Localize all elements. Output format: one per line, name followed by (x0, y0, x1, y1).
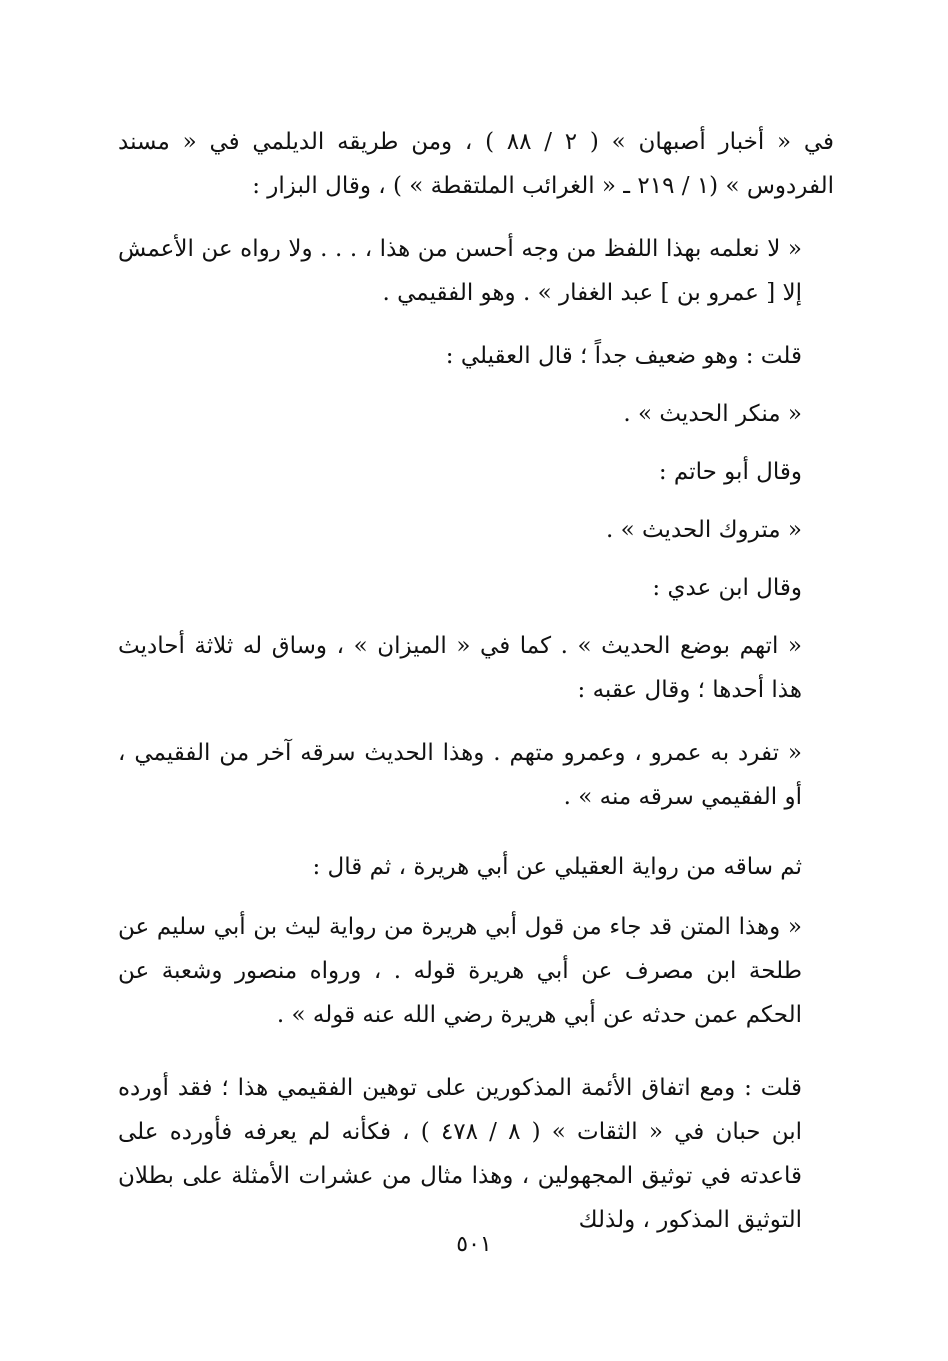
paragraph-1 (118, 120, 834, 208)
paragraph-10 (118, 845, 834, 889)
paragraph-text: في « أخبار أصبهان » ( ٢ / ٨٨ ) ، ومن طريقه الديلمي في « مسند الفردوس » (١ / ٢١٩ ـ « الغرائب الملتقطة » ) ، وقال البزار : (118, 129, 834, 199)
paragraph-6 (118, 508, 834, 552)
paragraph-9 (118, 731, 834, 819)
paragraph-5 (118, 450, 834, 494)
paragraph-text: وقال ابن عدي : (652, 575, 802, 601)
paragraph-3 (118, 334, 834, 378)
paragraph-text: وقال أبو حاتم : (658, 459, 802, 485)
paragraph-text: قلت : ومع اتفاق الأئمة المذكورين على توهين الفقيمي هذا ؛ فقد أورده ابن حبان في « الثقات » ( ٨ / ٤٧٨ ) ، فكأنه لم يعرفه فأورده على قاعدته في توثيق المجهولين ، وهذا مثال من عشرات الأمثلة على بطلان التوثيق المذكور ، ولذلك (118, 1075, 802, 1233)
paragraph-8 (118, 624, 834, 712)
paragraph-11 (118, 905, 834, 1037)
paragraph-text: قلت : وهو ضعيف جداً ؛ قال العقيلي : (445, 343, 802, 369)
page-number: ٥٠١ (456, 1232, 492, 1257)
paragraph-text: « اتهم بوضع الحديث » . كما في « الميزان » ، وساق له ثلاثة أحاديث هذا أحدها ؛ وقال عقبه : (118, 633, 802, 703)
paragraph-text: « منكر الحديث » . (623, 401, 802, 427)
paragraph-4 (118, 392, 834, 436)
paragraph-text: « وهذا المتن قد جاء من قول أبي هريرة من رواية ليث بن أبي سليم عن طلحة ابن مصرف عن أبي هريرة قوله . ، ورواه منصور وشعبة عن الحكم عمن حدثه عن أبي هريرة رضي الله عنه قوله » . (118, 914, 802, 1028)
paragraph-text: « تفرد به عمرو ، وعمرو متهم . وهذا الحديث سرقه آخر من الفقيمي ، أو الفقيمي سرقه منه » . (118, 740, 802, 810)
paragraph-text: ثم ساقه من رواية العقيلي عن أبي هريرة ، ثم قال : (312, 854, 802, 880)
paragraph-2 (118, 227, 834, 315)
paragraph-12 (118, 1066, 834, 1242)
paragraph-text: « لا نعلمه بهذا اللفظ من وجه أحسن من هذا ، . . . ولا رواه عن الأعمش إلا [ عمرو بن ] عبد الغفار » . وهو الفقيمي . (118, 236, 802, 306)
paragraph-text: « متروك الحديث » . (605, 517, 802, 543)
paragraph-7 (118, 566, 834, 610)
